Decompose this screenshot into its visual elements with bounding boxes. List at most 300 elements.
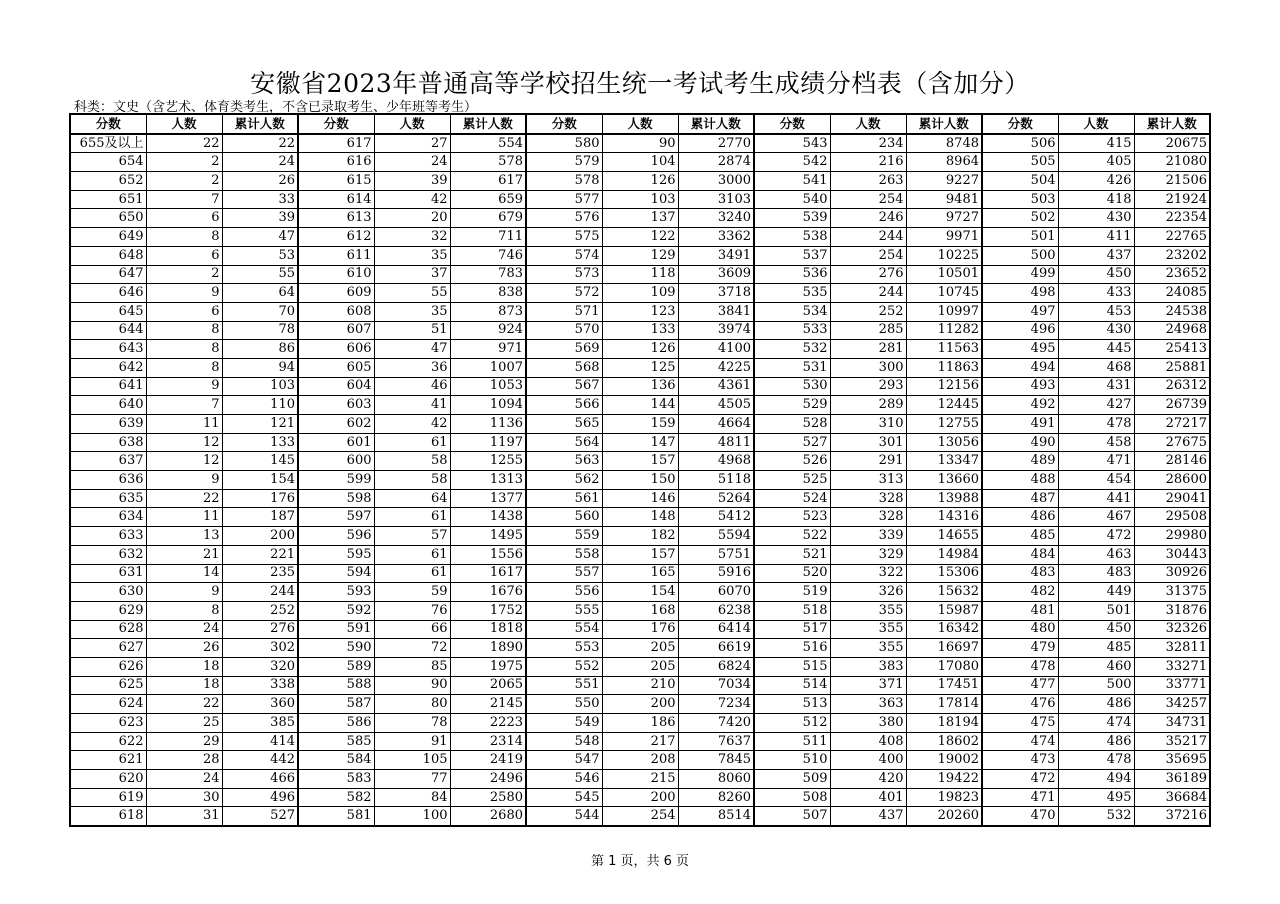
score-cell: 517 [754, 620, 830, 639]
score-cell: 640 [70, 396, 146, 415]
score-header: 分数 [298, 114, 374, 134]
count-cell: 460 [1058, 657, 1134, 676]
count-cell: 322 [830, 564, 906, 583]
page-footer: 第 1 页，共 6 页 [590, 854, 690, 869]
score-cell: 637 [70, 452, 146, 471]
count-cell: 285 [830, 321, 906, 340]
count-cell: 182 [602, 527, 678, 546]
cumulative-cell: 15987 [906, 601, 982, 620]
cumulative-cell: 32811 [1134, 639, 1210, 658]
table-row [70, 489, 1210, 508]
score-cell: 548 [526, 732, 602, 751]
score-cell: 651 [70, 190, 146, 209]
table-row [70, 732, 1210, 751]
cumulative-cell: 187 [222, 508, 298, 527]
score-cell: 623 [70, 714, 146, 733]
score-cell: 654 [70, 153, 146, 172]
score-cell: 592 [298, 601, 374, 620]
count-cell: 215 [602, 770, 678, 789]
score-cell: 590 [298, 639, 374, 658]
table-row [70, 415, 1210, 434]
score-cell: 562 [526, 471, 602, 490]
cumulative-cell: 25413 [1134, 340, 1210, 359]
score-cell: 621 [70, 751, 146, 770]
cumulative-cell: 28600 [1134, 471, 1210, 490]
count-cell: 136 [602, 377, 678, 396]
count-cell: 383 [830, 657, 906, 676]
count-cell: 411 [1058, 228, 1134, 247]
cumulative-cell: 7420 [678, 714, 754, 733]
count-cell: 9 [146, 583, 222, 602]
cumulative-cell: 6619 [678, 639, 754, 658]
count-cell: 157 [602, 452, 678, 471]
score-cell: 549 [526, 714, 602, 733]
score-cell: 560 [526, 508, 602, 527]
score-cell: 515 [754, 657, 830, 676]
count-cell: 150 [602, 471, 678, 490]
score-cell: 635 [70, 489, 146, 508]
score-cell: 567 [526, 377, 602, 396]
cumulative-cell: 496 [222, 788, 298, 807]
count-cell: 9 [146, 377, 222, 396]
count-cell: 42 [374, 415, 450, 434]
cumulative-cell: 3974 [678, 321, 754, 340]
table-row [70, 564, 1210, 583]
cumulative-cell: 30443 [1134, 545, 1210, 564]
cumulative-cell: 2496 [450, 770, 526, 789]
count-cell: 6 [146, 302, 222, 321]
count-cell: 9 [146, 471, 222, 490]
count-cell: 400 [830, 751, 906, 770]
table-row [70, 302, 1210, 321]
score-cell: 471 [982, 788, 1058, 807]
count-cell: 474 [1058, 714, 1134, 733]
count-cell: 244 [830, 228, 906, 247]
count-cell: 57 [374, 527, 450, 546]
score-cell: 542 [754, 153, 830, 172]
cumulative-cell: 466 [222, 770, 298, 789]
count-cell: 437 [830, 807, 906, 826]
score-header: 分数 [754, 114, 830, 134]
cumulative-cell: 1438 [450, 508, 526, 527]
count-cell: 147 [602, 433, 678, 452]
count-cell: 418 [1058, 190, 1134, 209]
score-cell: 478 [982, 657, 1058, 676]
score-cell: 633 [70, 527, 146, 546]
cumulative-cell: 554 [450, 134, 526, 153]
cumulative-cell: 1676 [450, 583, 526, 602]
score-cell: 522 [754, 527, 830, 546]
count-cell: 12 [146, 433, 222, 452]
count-cell: 415 [1058, 134, 1134, 153]
score-cell: 572 [526, 284, 602, 303]
count-cell: 61 [374, 433, 450, 452]
count-cell: 310 [830, 415, 906, 434]
count-cell: 41 [374, 396, 450, 415]
count-cell: 401 [830, 788, 906, 807]
count-cell: 165 [602, 564, 678, 583]
cumulative-cell: 8060 [678, 770, 754, 789]
subject-category-label: 科类：文史（含艺术、体育类考生，不含已录取考生、少年班等考生） [74, 100, 478, 115]
score-cell: 655及以上 [70, 134, 146, 153]
score-cell: 644 [70, 321, 146, 340]
score-cell: 617 [298, 134, 374, 153]
count-cell: 7 [146, 396, 222, 415]
count-header: 人数 [1058, 114, 1134, 134]
cumulative-cell: 2419 [450, 751, 526, 770]
score-cell: 502 [982, 209, 1058, 228]
count-cell: 157 [602, 545, 678, 564]
count-cell: 90 [374, 676, 450, 695]
cumulative-cell: 2770 [678, 134, 754, 153]
cumulative-cell: 7637 [678, 732, 754, 751]
score-cell: 600 [298, 452, 374, 471]
cumulative-cell: 659 [450, 190, 526, 209]
score-cell: 532 [754, 340, 830, 359]
count-cell: 467 [1058, 508, 1134, 527]
count-cell: 30 [146, 788, 222, 807]
cumulative-cell: 1094 [450, 396, 526, 415]
cumulative-cell: 1556 [450, 545, 526, 564]
cumulative-cell: 13056 [906, 433, 982, 452]
score-cell: 530 [754, 377, 830, 396]
count-cell: 420 [830, 770, 906, 789]
score-cell: 496 [982, 321, 1058, 340]
count-cell: 31 [146, 807, 222, 826]
cumulative-cell: 30926 [1134, 564, 1210, 583]
cumulative-cell: 53 [222, 246, 298, 265]
count-cell: 168 [602, 601, 678, 620]
count-cell: 8 [146, 228, 222, 247]
score-cell: 601 [298, 433, 374, 452]
cumulative-cell: 18602 [906, 732, 982, 751]
score-cell: 516 [754, 639, 830, 658]
score-cell: 533 [754, 321, 830, 340]
count-cell: 24 [374, 153, 450, 172]
count-cell: 25 [146, 714, 222, 733]
cumulative-cell: 5118 [678, 471, 754, 490]
score-cell: 648 [70, 246, 146, 265]
cumulative-cell: 13347 [906, 452, 982, 471]
score-cell: 491 [982, 415, 1058, 434]
cumulative-cell: 2874 [678, 153, 754, 172]
score-cell: 487 [982, 489, 1058, 508]
count-cell: 14 [146, 564, 222, 583]
cumulative-cell: 4968 [678, 452, 754, 471]
score-cell: 526 [754, 452, 830, 471]
score-cell: 559 [526, 527, 602, 546]
cumulative-cell: 25881 [1134, 358, 1210, 377]
score-cell: 603 [298, 396, 374, 415]
cumulative-cell: 5751 [678, 545, 754, 564]
table-row [70, 657, 1210, 676]
cumulative-cell: 8964 [906, 153, 982, 172]
cumulative-cell: 442 [222, 751, 298, 770]
cumulative-cell: 2065 [450, 676, 526, 695]
count-cell: 148 [602, 508, 678, 527]
cumulative-cell: 14984 [906, 545, 982, 564]
count-cell: 495 [1058, 788, 1134, 807]
score-cell: 505 [982, 153, 1058, 172]
table-row [70, 583, 1210, 602]
count-cell: 289 [830, 396, 906, 415]
cumulative-cell: 19422 [906, 770, 982, 789]
score-cell: 513 [754, 695, 830, 714]
score-cell: 495 [982, 340, 1058, 359]
score-cell: 506 [982, 134, 1058, 153]
cumulative-cell: 86 [222, 340, 298, 359]
cumulative-cell: 3103 [678, 190, 754, 209]
score-cell: 525 [754, 471, 830, 490]
score-header: 分数 [526, 114, 602, 134]
count-header: 人数 [374, 114, 450, 134]
count-cell: 21 [146, 545, 222, 564]
count-cell: 445 [1058, 340, 1134, 359]
cumulative-cell: 3240 [678, 209, 754, 228]
cumulative-cell: 1255 [450, 452, 526, 471]
cumulative-cell: 64 [222, 284, 298, 303]
score-cell: 553 [526, 639, 602, 658]
score-cell: 556 [526, 583, 602, 602]
cumulative-cell: 360 [222, 695, 298, 714]
score-cell: 508 [754, 788, 830, 807]
score-cell: 624 [70, 695, 146, 714]
cumulative-cell: 1136 [450, 415, 526, 434]
count-cell: 22 [146, 489, 222, 508]
count-cell: 216 [830, 153, 906, 172]
score-cell: 583 [298, 770, 374, 789]
score-cell: 518 [754, 601, 830, 620]
score-cell: 470 [982, 807, 1058, 826]
score-cell: 611 [298, 246, 374, 265]
count-cell: 28 [146, 751, 222, 770]
cumulative-cell: 21506 [1134, 172, 1210, 191]
count-cell: 154 [602, 583, 678, 602]
table-row [70, 807, 1210, 826]
cumulative-cell: 21080 [1134, 153, 1210, 172]
score-cell: 626 [70, 657, 146, 676]
score-cell: 503 [982, 190, 1058, 209]
table-row [70, 321, 1210, 340]
cumulative-cell: 33271 [1134, 657, 1210, 676]
score-cell: 602 [298, 415, 374, 434]
cumulative-cell: 15306 [906, 564, 982, 583]
score-cell: 474 [982, 732, 1058, 751]
score-cell: 599 [298, 471, 374, 490]
count-cell: 126 [602, 172, 678, 191]
score-cell: 645 [70, 302, 146, 321]
count-cell: 84 [374, 788, 450, 807]
count-cell: 27 [374, 134, 450, 153]
score-cell: 498 [982, 284, 1058, 303]
score-cell: 537 [754, 246, 830, 265]
cumulative-cell: 1818 [450, 620, 526, 639]
cumulative-cell: 10745 [906, 284, 982, 303]
cumulative-cell: 11863 [906, 358, 982, 377]
cumulative-cell: 6070 [678, 583, 754, 602]
score-cell: 612 [298, 228, 374, 247]
score-cell: 500 [982, 246, 1058, 265]
table-row [70, 134, 1210, 153]
count-cell: 129 [602, 246, 678, 265]
cumulative-cell: 1007 [450, 358, 526, 377]
count-cell: 11 [146, 508, 222, 527]
score-cell: 646 [70, 284, 146, 303]
count-cell: 252 [830, 302, 906, 321]
count-cell: 37 [374, 265, 450, 284]
count-cell: 78 [374, 714, 450, 733]
cumulative-header: 累计人数 [450, 114, 526, 134]
cumulative-cell: 32326 [1134, 620, 1210, 639]
count-cell: 450 [1058, 620, 1134, 639]
count-cell: 61 [374, 545, 450, 564]
count-cell: 234 [830, 134, 906, 153]
score-cell: 527 [754, 433, 830, 452]
count-cell: 205 [602, 657, 678, 676]
score-cell: 509 [754, 770, 830, 789]
score-cell: 519 [754, 583, 830, 602]
count-cell: 159 [602, 415, 678, 434]
count-cell: 51 [374, 321, 450, 340]
score-cell: 597 [298, 508, 374, 527]
score-cell: 511 [754, 732, 830, 751]
cumulative-cell: 746 [450, 246, 526, 265]
table-row [70, 284, 1210, 303]
score-cell: 499 [982, 265, 1058, 284]
count-cell: 146 [602, 489, 678, 508]
count-cell: 254 [602, 807, 678, 826]
cumulative-cell: 1752 [450, 601, 526, 620]
cumulative-cell: 24968 [1134, 321, 1210, 340]
count-cell: 463 [1058, 545, 1134, 564]
cumulative-cell: 47 [222, 228, 298, 247]
count-cell: 32 [374, 228, 450, 247]
cumulative-cell: 33 [222, 190, 298, 209]
cumulative-cell: 11282 [906, 321, 982, 340]
count-cell: 405 [1058, 153, 1134, 172]
count-cell: 486 [1058, 695, 1134, 714]
count-cell: 2 [146, 265, 222, 284]
cumulative-cell: 1617 [450, 564, 526, 583]
count-cell: 64 [374, 489, 450, 508]
cumulative-cell: 10501 [906, 265, 982, 284]
table-row [70, 471, 1210, 490]
score-cell: 620 [70, 770, 146, 789]
score-cell: 571 [526, 302, 602, 321]
count-cell: 441 [1058, 489, 1134, 508]
count-cell: 355 [830, 620, 906, 639]
score-cell: 512 [754, 714, 830, 733]
count-cell: 501 [1058, 601, 1134, 620]
cumulative-cell: 221 [222, 545, 298, 564]
count-cell: 105 [374, 751, 450, 770]
table-row [70, 340, 1210, 359]
cumulative-cell: 17451 [906, 676, 982, 695]
count-cell: 35 [374, 246, 450, 265]
count-cell: 200 [602, 788, 678, 807]
count-cell: 363 [830, 695, 906, 714]
table-row [70, 788, 1210, 807]
count-cell: 39 [374, 172, 450, 191]
cumulative-cell: 23202 [1134, 246, 1210, 265]
score-cell: 639 [70, 415, 146, 434]
score-cell: 628 [70, 620, 146, 639]
cumulative-cell: 7034 [678, 676, 754, 695]
score-cell: 490 [982, 433, 1058, 452]
table-row [70, 714, 1210, 733]
count-cell: 254 [830, 190, 906, 209]
count-cell: 339 [830, 527, 906, 546]
cumulative-cell: 34731 [1134, 714, 1210, 733]
score-cell: 618 [70, 807, 146, 826]
cumulative-cell: 17080 [906, 657, 982, 676]
count-cell: 217 [602, 732, 678, 751]
cumulative-cell: 29980 [1134, 527, 1210, 546]
table-row [70, 601, 1210, 620]
cumulative-cell: 5594 [678, 527, 754, 546]
score-cell: 545 [526, 788, 602, 807]
score-cell: 535 [754, 284, 830, 303]
count-cell: 29 [146, 732, 222, 751]
cumulative-cell: 26739 [1134, 396, 1210, 415]
cumulative-header: 累计人数 [1134, 114, 1210, 134]
cumulative-cell: 36684 [1134, 788, 1210, 807]
cumulative-cell: 8260 [678, 788, 754, 807]
count-cell: 118 [602, 265, 678, 284]
count-cell: 478 [1058, 751, 1134, 770]
table-row [70, 770, 1210, 789]
score-cell: 627 [70, 639, 146, 658]
cumulative-cell: 29508 [1134, 508, 1210, 527]
score-cell: 587 [298, 695, 374, 714]
cumulative-cell: 55 [222, 265, 298, 284]
count-cell: 301 [830, 433, 906, 452]
count-cell: 329 [830, 545, 906, 564]
cumulative-cell: 13988 [906, 489, 982, 508]
score-cell: 529 [754, 396, 830, 415]
score-cell: 531 [754, 358, 830, 377]
cumulative-cell: 3362 [678, 228, 754, 247]
score-cell: 510 [754, 751, 830, 770]
cumulative-cell: 11563 [906, 340, 982, 359]
table-row [70, 358, 1210, 377]
count-cell: 313 [830, 471, 906, 490]
score-cell: 569 [526, 340, 602, 359]
count-cell: 468 [1058, 358, 1134, 377]
count-cell: 59 [374, 583, 450, 602]
score-cell: 630 [70, 583, 146, 602]
table-row [70, 246, 1210, 265]
score-cell: 652 [70, 172, 146, 191]
count-cell: 355 [830, 639, 906, 658]
count-cell: 244 [830, 284, 906, 303]
count-cell: 20 [374, 209, 450, 228]
score-cell: 507 [754, 807, 830, 826]
cumulative-cell: 3841 [678, 302, 754, 321]
score-cell: 539 [754, 209, 830, 228]
score-cell: 552 [526, 657, 602, 676]
score-cell: 615 [298, 172, 374, 191]
score-cell: 577 [526, 190, 602, 209]
cumulative-cell: 27217 [1134, 415, 1210, 434]
cumulative-cell: 414 [222, 732, 298, 751]
score-cell: 564 [526, 433, 602, 452]
count-cell: 6 [146, 209, 222, 228]
count-cell: 6 [146, 246, 222, 265]
count-cell: 458 [1058, 433, 1134, 452]
cumulative-cell: 385 [222, 714, 298, 733]
cumulative-header: 累计人数 [906, 114, 982, 134]
